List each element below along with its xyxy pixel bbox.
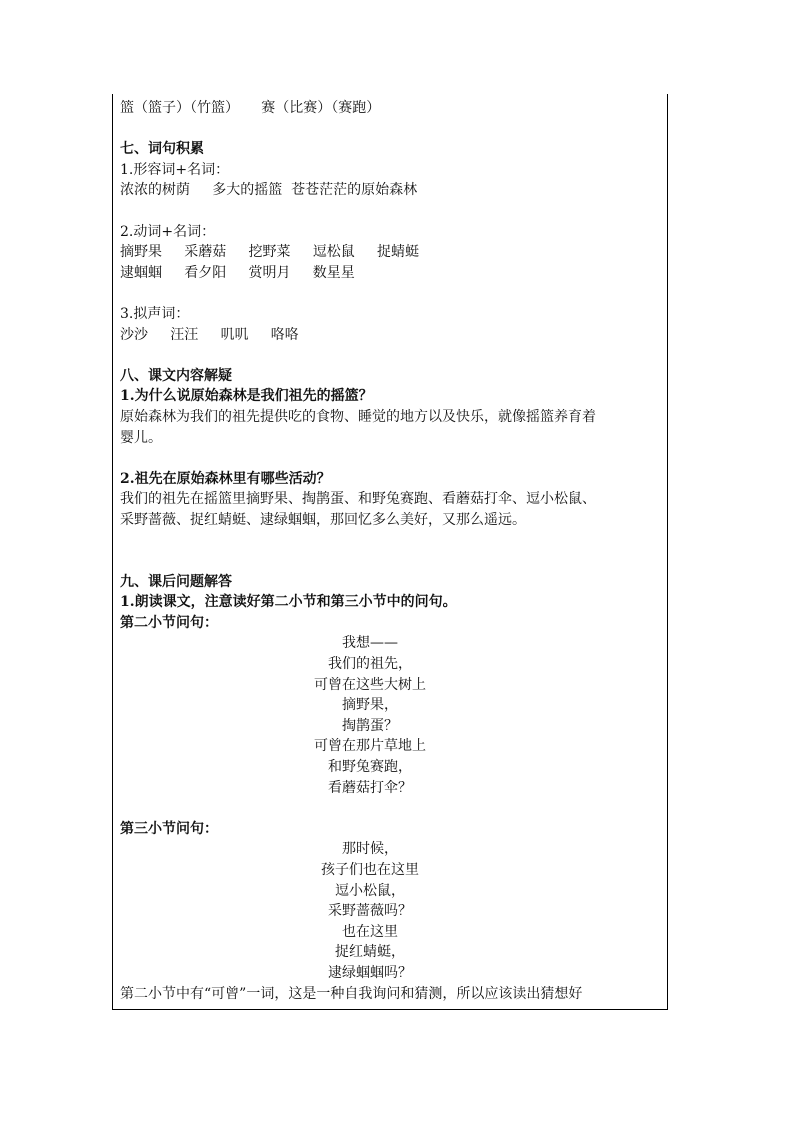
poem-line: 看蘑菇打伞？ — [328, 779, 412, 796]
poem-line: 我们的祖先， — [328, 656, 412, 673]
poem-line: 也在这里 — [342, 923, 398, 940]
stanza-2-title: 第二小节问句： — [120, 614, 218, 631]
answer-1-line-2: 婴儿。 — [120, 429, 162, 446]
poem-line: 采野蔷薇吗？ — [328, 903, 412, 920]
question-2: 2.祖先在原始森林里有哪些活动？ — [120, 470, 331, 487]
verb-noun-title: 2.动词+名词： — [120, 223, 216, 240]
verb-noun-line-2: 逮蝈蝈 看夕阳 赏明月 数星星 — [120, 264, 355, 281]
poem-line: 和野兔赛跑， — [328, 759, 412, 775]
section-heading-8: 八、课文内容解疑 — [120, 367, 232, 384]
section-heading-9: 九、课后问题解答 — [120, 573, 232, 590]
answer-2-line-2: 采野蔷薇、捉红蜻蜓、逮绿蝈蝈，那回忆多么美好，又那么遥远。 — [120, 511, 526, 528]
adj-noun-line: 浓浓的树荫 多大的摇篮 苍苍茫茫的原始森林 — [120, 182, 418, 199]
explanation-line: 第二小节中有“可曾”一词，这是一种自我询问和猜测，所以应该读出猜想好 — [120, 985, 583, 1002]
adj-noun-title: 1.形容词+名词： — [120, 161, 230, 178]
poem-line: 捉红蜻蜓， — [335, 944, 405, 961]
section-heading-7: 七、词句积累 — [120, 141, 204, 158]
onomatopoeia-line: 沙沙 汪汪 叽叽 咯咯 — [120, 326, 299, 343]
verb-noun-line-1: 摘野果 采蘑菇 挖野菜 逗松鼠 捉蜻蜓 — [120, 244, 420, 261]
poem-line: 掏鹊蛋？ — [342, 717, 398, 734]
onomatopoeia-title: 3.拟声词： — [120, 305, 190, 322]
poem-line: 那时候， — [342, 841, 398, 858]
poem-line: 可曾在那片草地上 — [314, 738, 426, 755]
poem-line: 摘野果， — [342, 697, 398, 714]
poem-line: 孩子们也在这里 — [321, 861, 419, 878]
vocab-line: 篮（篮子）（竹篮） 赛（比赛）（赛跑） — [120, 100, 381, 116]
stanza-3-title: 第三小节问句： — [120, 820, 218, 837]
poem-line: 可曾在这些大树上 — [314, 676, 426, 693]
question-1: 1.为什么说原始森林是我们祖先的摇篮？ — [120, 388, 373, 405]
document-body — [120, 98, 665, 1004]
answer-1-line-1: 原始森林为我们的祖先提供吃的食物、睡觉的地方以及快乐，就像摇篮养育着 — [120, 408, 596, 425]
poem-line: 逗小松鼠， — [335, 882, 405, 899]
poem-line: 逮绿蝈蝈吗？ — [328, 964, 412, 981]
answer-2-line-1: 我们的祖先在摇篮里摘野果、掏鹊蛋、和野兔赛跑、看蘑菇打伞、逗小松鼠、 — [120, 491, 596, 508]
reading-question: 1.朗读课文，注意读好第二小节和第三小节中的问句。 — [120, 594, 457, 611]
poem-line: 我想—— — [342, 635, 398, 652]
